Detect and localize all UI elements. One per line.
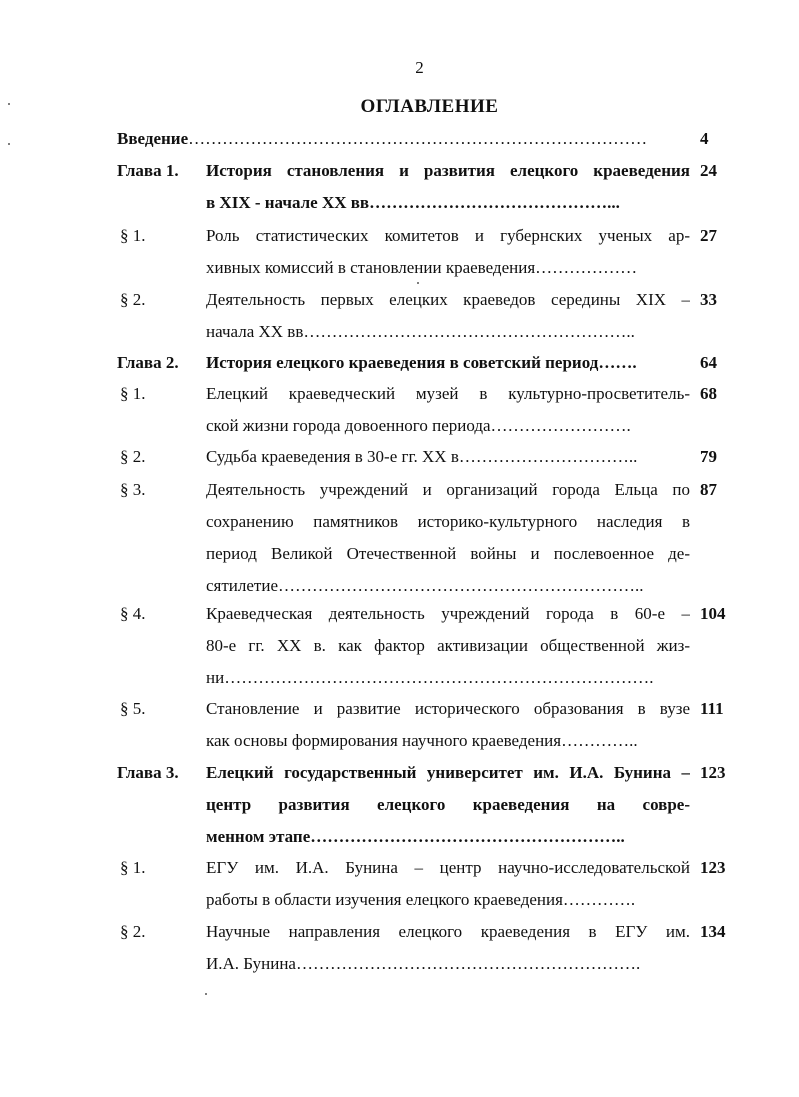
toc-entry-line: ни………………………………………………………………….: [206, 668, 654, 687]
toc-entry-label: § 5.: [120, 699, 146, 718]
toc-entry-page: 87: [700, 480, 717, 499]
scan-speck: [8, 103, 10, 105]
toc-entry-page: 64: [700, 353, 717, 372]
toc-entry-page: 111: [700, 699, 724, 718]
toc-entry-text: [206, 693, 690, 757]
toc-entry-line: 80-е гг. XX в. как фактор активизации общественной жиз-: [206, 636, 690, 655]
toc-entry-text: [206, 757, 690, 853]
toc-entry-line: хивных комиссий в становлении краеведения………………: [206, 258, 638, 277]
toc-entry-line: ЕГУ им. И.А. Бунина – центр научно-исследовательской: [206, 858, 690, 877]
toc-entry-label: § 1.: [120, 858, 146, 877]
toc-entry-label: § 2.: [120, 290, 146, 309]
page-number: 2: [415, 58, 424, 77]
toc-entry-label: Глава 1.: [117, 161, 179, 180]
toc-entry-line: Краеведческая деятельность учреждений города в 60-е –: [206, 604, 690, 623]
toc-entry-line: Елецкий краеведческий музей в культурно-просветитель-: [206, 384, 690, 403]
toc-entry-label: § 3.: [120, 480, 146, 499]
toc-entry-line: в XIX - начале XX вв……………………………………...: [206, 193, 620, 212]
scan-speck: [417, 282, 419, 284]
toc-entry-line: Елецкий государственный университет им. И.А. Бунина – центр развития елецкого краеведения на совре-: [206, 763, 690, 814]
toc-entry-page: 104: [700, 604, 726, 623]
toc-entry-line: сятилетие………………………………………………………..: [206, 576, 644, 595]
toc-title: ОГЛАВЛЕНИЕ: [360, 96, 499, 117]
toc-entry-label: § 2.: [120, 922, 146, 941]
toc-entry-page: 123: [700, 858, 726, 877]
toc-entry-line: И.А. Бунина…………………………………………………….: [206, 954, 641, 973]
toc-entry-page: 33: [700, 290, 717, 309]
scan-speck: [205, 993, 207, 995]
toc-entry-label: § 1.: [120, 384, 146, 403]
toc-entry-text: [206, 347, 690, 379]
toc-entry-line: сохранению памятников историко-культурного наследия в: [206, 512, 690, 531]
toc-entry-line: менном этапе………………………………………………..: [206, 827, 625, 846]
toc-entry-text: [206, 474, 690, 602]
toc-entry-line: История становления и развития елецкого краеведения: [206, 161, 690, 180]
toc-entry-line: как основы формирования научного краеведения…………..: [206, 731, 638, 750]
leader-dots: ………………………………………………………………………: [188, 129, 648, 148]
toc-entry-page: 4: [700, 129, 709, 148]
toc-entry-line: ской жизни города довоенного периода…………………….: [206, 416, 631, 435]
toc-entry-line: работы в области изучения елецкого краеведения………….: [206, 890, 636, 909]
scan-speck: [8, 143, 10, 145]
toc-entry-label: Введение: [117, 129, 189, 148]
toc-entry-text: [206, 378, 690, 442]
toc-entry-page: 123: [700, 763, 726, 782]
toc-entry-text: [206, 155, 690, 219]
toc-entry-line: Деятельность первых елецких краеведов середины XIX –: [206, 290, 690, 309]
toc-entry-label: Глава 3.: [117, 763, 179, 782]
toc-entry-text: [206, 284, 690, 348]
toc-entry-line: История елецкого краеведения в советский период…….: [206, 353, 637, 372]
toc-entry-line: Научные направления елецкого краеведения в ЕГУ им.: [206, 922, 690, 941]
toc-entry-label: § 2.: [120, 447, 146, 466]
toc-entry-line: начала XX вв…………………………………………………..: [206, 322, 635, 341]
toc-entry-label: § 4.: [120, 604, 146, 623]
toc-entry-text: [206, 598, 690, 694]
toc-entry-label: Глава 2.: [117, 353, 179, 372]
toc-entry-page: 134: [700, 922, 726, 941]
toc-entry-page: 68: [700, 384, 717, 403]
toc-entry-text: [206, 852, 690, 916]
toc-entry-line: период Великой Отечественной войны и послевоенное де-: [206, 544, 690, 563]
toc-entry-line: Становление и развитие исторического образования в вузе: [206, 699, 690, 718]
toc-entry-page: 79: [700, 447, 717, 466]
toc-entry-line: Деятельность учреждений и организаций города Ельца по: [206, 480, 690, 499]
toc-entry-line: Судьба краеведения в 30-е гг. XX в…………………………..: [206, 447, 638, 466]
toc-entry-text: [206, 441, 690, 473]
toc-entry-label: § 1.: [120, 226, 146, 245]
toc-entry-text: [206, 220, 690, 284]
toc-entry-text: [206, 916, 690, 980]
toc-entry-page: 27: [700, 226, 717, 245]
toc-entry-page: 24: [700, 161, 717, 180]
toc-entry-line: Роль статистических комитетов и губернских ученых ар-: [206, 226, 690, 245]
